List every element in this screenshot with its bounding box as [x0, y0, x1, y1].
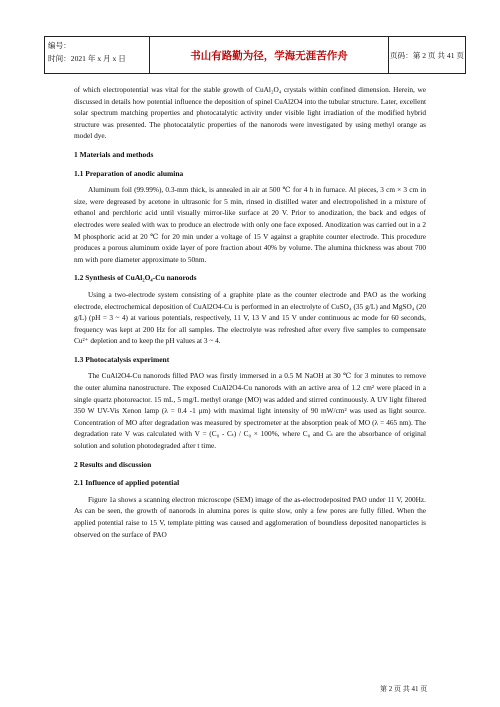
- section-heading-1-2: 1.2 Synthesis of CuAl₂O₄-Cu nanorods: [74, 273, 197, 283]
- paragraph-synthesis: Using a two-electrode system consisting of a graphite plate as the counter electrode and PAO as the working electrode, electrochemical deposition of CuAl2O4-Cu is performed in an electrolyte of CuSO₄ (35 g/L) and MgSO₄ (20 g/L) (pH = 3 ~ 4) at various potentials, respectively, 11 V, 13 V and 15 V under continuous ac mode for 60 seconds, frequency was kept at 200 Hz for all samples. The electrolyte was refreshed after every five samples to compensate Cu²⁺ depletion and to keep the pH values at 3 ~ 4.: [74, 289, 426, 346]
- header-page-count: 页码：第 2 页 共 41 页: [389, 50, 465, 60]
- section-heading-2-1: 2.1 Influence of applied potential: [74, 478, 180, 488]
- paragraph-potential: Figure 1a shows a scanning electron microscope (SEM) image of the as-electrodeposited PAO under 11 V, 200Hz. As can be seen, the growth of nanorods in alumina pores is quite slow, only a few pores are fully filled. When the applied potential raise to 15 V, template pitting was caused and agglomeration of boundless deposited nanoparticles is observed on the surface of PAO: [74, 494, 426, 539]
- paragraph-photocatalysis: The CuAl2O4-Cu nanorods filled PAO was firstly immersed in a 0.5 M NaOH at 30 ℃ for 3 minutes to remove the outer alumina nanostructure. The exposed CuAl2O4-Cu nanorods with an active area of 1.2 cm² were placed in a single quartz photoreactor. 15 mL, 5 mg/L methyl orange (MO) was added and stirred continuously. A UV light filtered 350 W UV-Vis Xenon lamp (λ = 0.4 -1 μm) with maximal light intensity of 90 mW/cm² was used as light source. Concentration of MO after degradation was measured by spectrometer at the absorption peak of MO (λ = 465 nm). The degradation rate V was calculated with V = (C₀ - Cₜ) / C₀ × 100%, where C₀ and Cₜ are the absorbance of original solution and solution photodegraded after t time.: [74, 371, 426, 451]
- section-heading-1-3: 1.3 Photocatalysis experiment: [74, 354, 170, 364]
- header-motto: 书山有路勤为径，学海无涯苦作舟: [150, 37, 389, 73]
- paragraph-intro: of which electropotential was vital for the stable growth of CuAl₂O₄ crystals within confined dimension. Herein, we discussed in details how potential influence the deposition of spinel CuAl2O4 into the tubular structure. Later, excellent solar spectrum matching properties and photocatalytic activity under visible light irradiation of the modified hybrid structure was presented. The photocatalytic properties of the nanorods were investigated by using methyl orange as model dye.: [74, 85, 426, 141]
- page-header: [44, 36, 466, 74]
- paragraph-anodic-alumina: Aluminum foil (99.99%), 0.3-mm thick, is annealed in air at 500 ℃ for 4 h in furnace. Al pieces, 3 cm × 3 cm in size, were degreased by acetone in ultrasonic for 5 min, rinsed in distilled water and electropolished in a mixture of ethanol and perchloric acid until visually mirror-like surface at 20 V. Prior to anodization, the back and edges of electrodes were sealed with wax to produce an electrode with only one face exposed. Anodization was carried out in a 2 M phosphoric acid at 20 ℃ for 20 min under a voltage of 15 V against a graphite counter electrode. This procedure produces a porous aluminum oxide layer of pore fraction about 40% by volume. The alumina thickness was about 700 nm with pore diameter approximate to 50nm.: [74, 185, 426, 264]
- section-heading-1-1: 1.1 Preparation of anodic alumina: [74, 168, 184, 178]
- section-heading-2: 2 Results and discussion: [74, 459, 152, 469]
- header-meta: [45, 37, 150, 73]
- header-time: 时间：2021 年 x 月 x 日: [48, 54, 126, 63]
- document-body: [74, 84, 426, 540]
- page-footer: 第 2 页 共 41 页: [380, 685, 428, 693]
- header-number: 编号：: [48, 41, 71, 50]
- section-heading-1: 1 Materials and methods: [74, 149, 154, 159]
